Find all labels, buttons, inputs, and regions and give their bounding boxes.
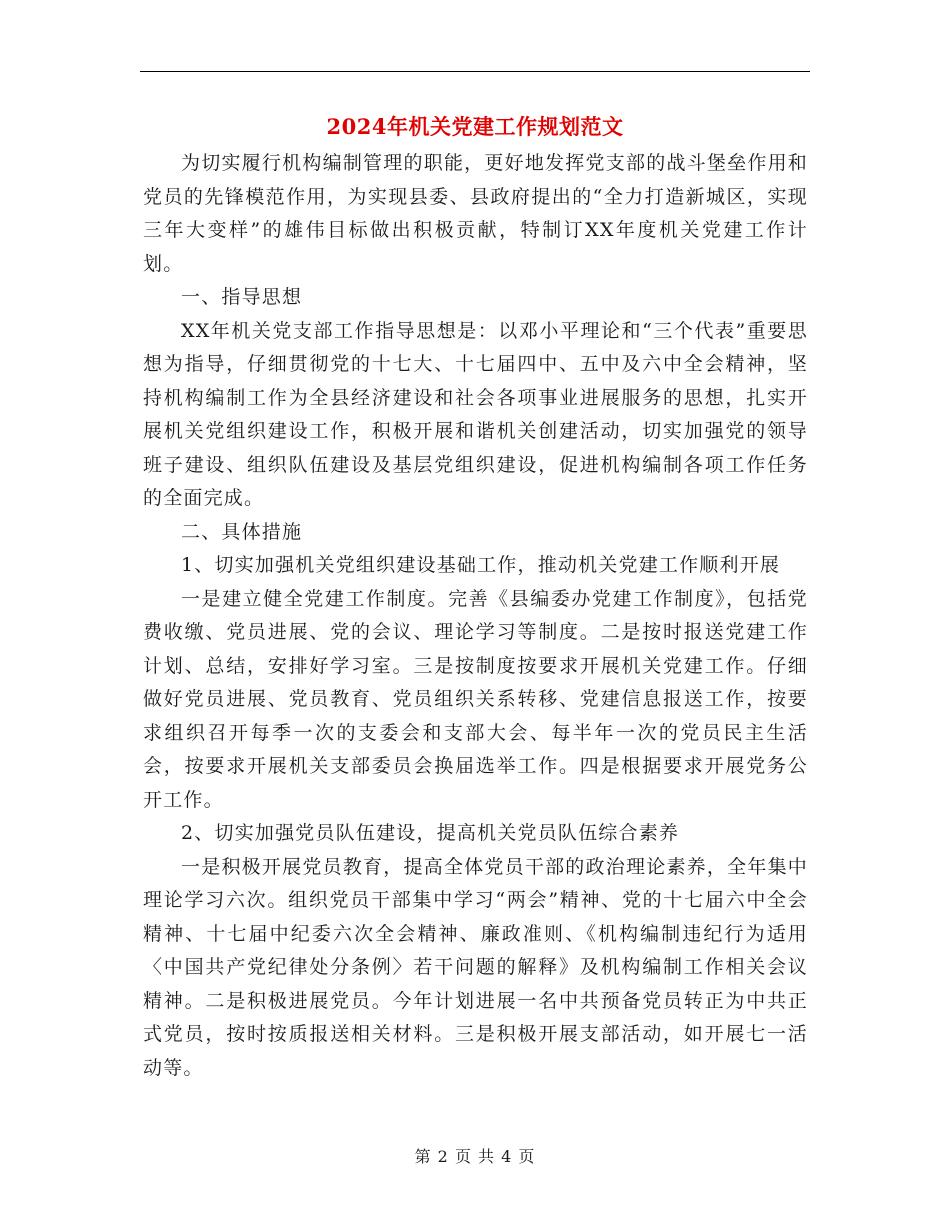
header-rule [140, 71, 810, 72]
page-title: 2024年机关党建工作规划范文 [326, 114, 624, 139]
party-organization-paragraph: 一是建立健全党建工作制度。完善《县编委办党建工作制度》，包括党费收缴、党员进展、党的会议、理论学习等制度。二是按时报送党建工作计划、总结，安排好学习室。三是按制度按要求开展机关党建工作。仔细做好党员进展、党员教育、党员组织关系转移、党建信息报送工作，按要求组织召开每季一次的支委会和支部大会、每半年一次的党员民主生活会，按要求开展机关支部委员会换届选举工作。四是根据要求开展党务公开工作。 [143, 587, 808, 811]
subheading-party-member-team: 2、切实加强党员队伍建设，提高机关党员队伍综合素养 [181, 822, 680, 844]
document-body [143, 147, 808, 1085]
intro-paragraph: 为切实履行机构编制管理的职能，更好地发挥党支部的战斗堡垒作用和党员的先锋模范作用，为实现县委、县政府提出的“全力打造新城区，实现三年大变样”的雄伟目标做出积极贡献，特制订XX年度机关党建工作计划。 [143, 152, 808, 275]
party-member-team-paragraph: 一是积极开展党员教育，提高全体党员干部的政治理论素养，全年集中理论学习六次。组织党员干部集中学习“两会”精神、党的十七届六中全会精神、十七届中纪委六次全会精神、廉政准则、《机构编制违纪行为适用〈中国共产党纪律处分条例〉若干问题的解释》及机构编制工作相关会议精神。二是积极进展党员。今年计划进展一名中共预备党员转正为中共正式党员，按时按质报送相关材料。三是积极开展支部活动，如开展七一活动等。 [143, 855, 808, 1079]
subheading-party-organization: 1、切实加强机关党组织建设基础工作，推动机关党建工作顺利开展 [181, 554, 781, 576]
guiding-ideology-paragraph: XX年机关党支部工作指导思想是：以邓小平理论和“三个代表”重要思想为指导，仔细贯彻党的十七大、十七届四中、五中及六中全会精神，坚持机构编制工作为全县经济建设和社会各项事业进展服务的思想，扎实开展机关党组织建设工作，积极开展和谐机关创建活动，切实加强党的领导班子建设、组织队伍建设及基层党组织建设，促进机构编制各项工作任务的全面完成。 [143, 319, 808, 509]
page-number-footer: 第 2 页 共 4 页 [414, 1147, 536, 1166]
section-heading-specific-measures: 二、具体措施 [181, 520, 303, 543]
section-heading-guiding-ideology: 一、指导思想 [181, 286, 303, 308]
